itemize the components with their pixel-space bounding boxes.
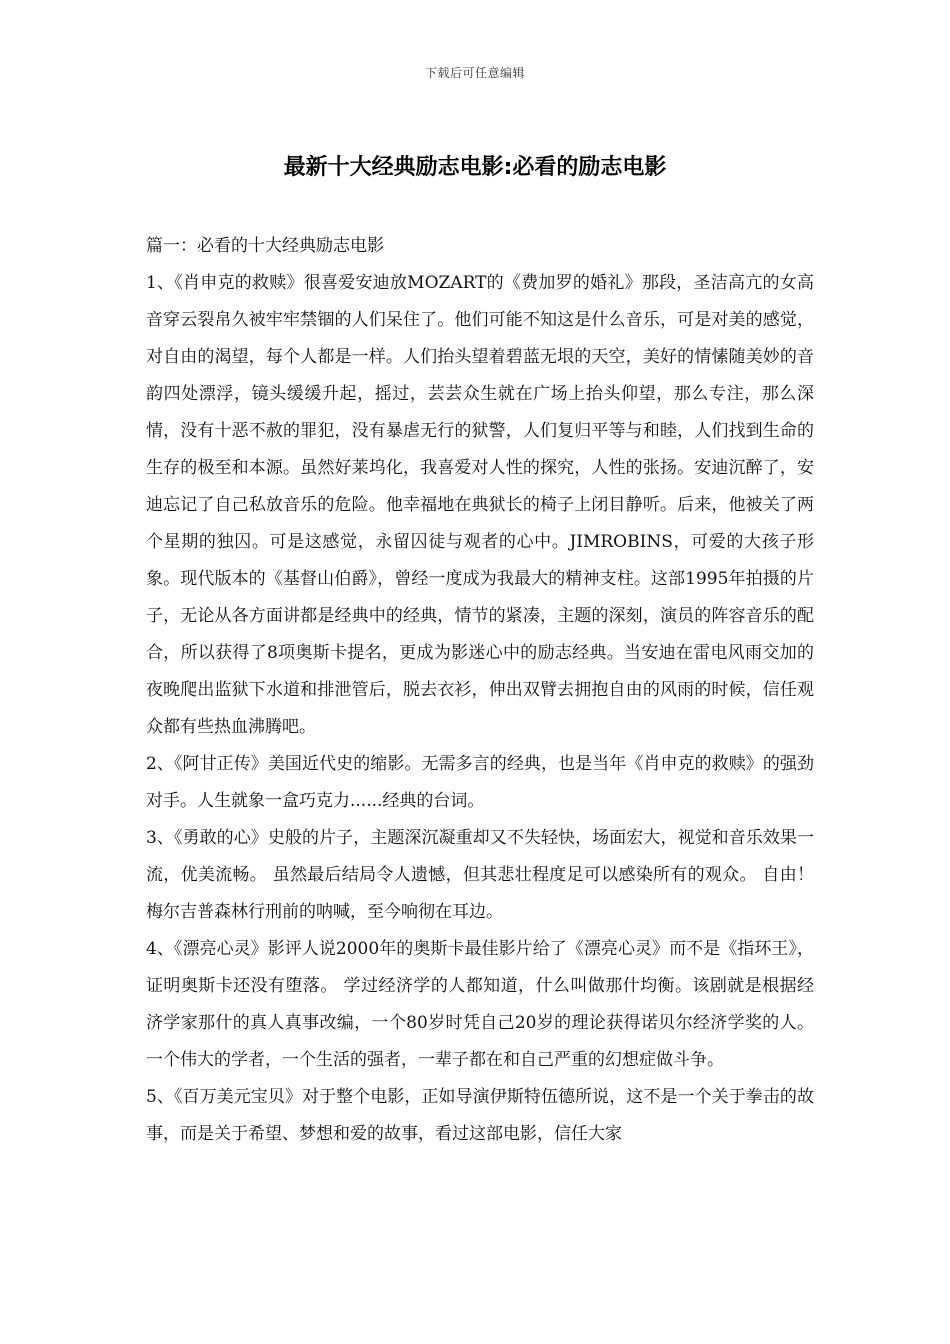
section-heading: 篇一：必看的十大经典励志电影 <box>146 236 384 256</box>
paragraph-3: 3、《勇敢的心》史般的片子，主题深沉凝重却又不失轻快，场面宏大，视觉和音乐效果一流，优美流畅。 虽然最后结局令人遗憾，但其悲壮程度足可以感染所有的观众。 自由！梅尔吉普森林行刑前的呐喊，至今响彻在耳边。 <box>146 828 814 922</box>
document-body <box>146 228 814 1153</box>
paragraph-5: 5、《百万美元宝贝》对于整个电影，正如导演伊斯特伍德所说，这不是一个关于拳击的故事，而是关于希望、梦想和爱的故事，看过这部电影，信任大家 <box>146 1087 814 1144</box>
document-title: 最新十大经典励志电影:必看的励志电影 <box>283 155 667 180</box>
paragraph-1: 1、《肖申克的救赎》很喜爱安迪放MOZART的《费加罗的婚礼》那段，圣洁高亢的女高音穿云裂帛久被牢牢禁锢的人们呆住了。他们可能不知这是什么音乐，可是对美的感觉，对自由的渴望，每个人都是一样。人们抬头望着碧蓝无垠的天空，美好的情愫随美妙的音韵四处漂浮，镜头缓缓升起，摇过，芸芸众生就在广场上抬头仰望，那么专注，那么深情，没有十恶不赦的罪犯，没有暴虐无行的狱警，人们复归平等与和睦，人们找到生命的生存的极至和本源。虽然好莱坞化，我喜爱对人性的探究，人性的张扬。安迪沉醉了，安迪忘记了自己私放音乐的危险。他幸福地在典狱长的椅子上闭目静听。后来，他被关了两个星期的独囚。可是这感觉，永留囚徒与观者的心中。JIMROBINS，可爱的大孩子形象。现代版本的《基督山伯爵》，曾经一度成为我最大的精神支柱。这部1995年拍摄的片子，无论从各方面讲都是经典中的经典，情节的紧凑，主题的深刻，演员的阵容音乐的配合，所以获得了8项奥斯卡提名，更成为影迷心中的励志经典。当安迪在雷电风雨交加的夜晚爬出监狱下水道和排泄管后，脱去衣衫，伸出双臂去拥抱自由的风雨的时候，信任观众都有些热血沸腾吧。 <box>146 273 814 737</box>
header-note: 下载后可任意编辑 <box>424 66 525 80</box>
paragraph-2: 2、《阿甘正传》美国近代史的缩影。无需多言的经典，也是当年《肖申克的救赎》的强劲对手。人生就象一盒巧克力......经典的台词。 <box>146 754 814 811</box>
paragraph-4: 4、《漂亮心灵》影评人说2000年的奥斯卡最佳影片给了《漂亮心灵》而不是《指环王》，证明奥斯卡还没有堕落。 学过经济学的人都知道，什么叫做那什均衡。该剧就是根据经济学家那什的真人真事改编，一个80岁时凭自己20岁的理论获得诺贝尔经济学奖的人。一个伟大的学者，一个生活的强者，一辈子都在和自己严重的幻想症做斗争。 <box>146 939 814 1070</box>
